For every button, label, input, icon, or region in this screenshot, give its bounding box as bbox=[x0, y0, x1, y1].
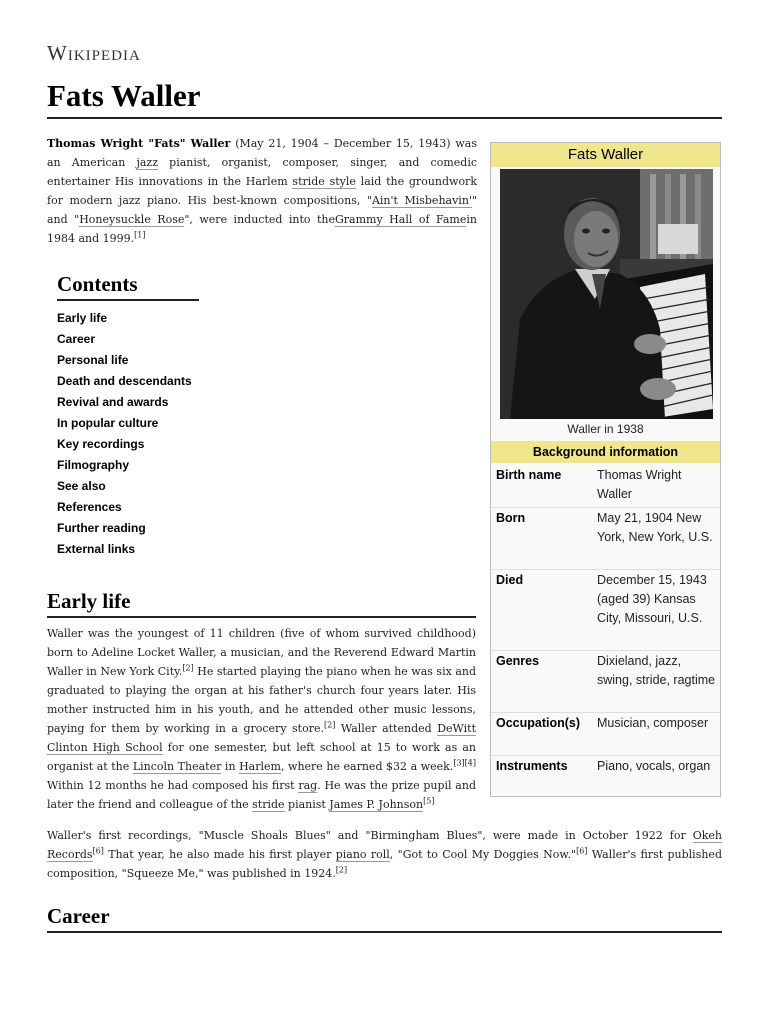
link-lincoln-theater[interactable]: Lincoln Theater bbox=[132, 760, 222, 773]
infobox-row-birth-name bbox=[491, 465, 720, 508]
infobox-rows bbox=[491, 465, 720, 799]
citation-2[interactable]: [2] bbox=[182, 663, 194, 673]
portrait-photo-illustration bbox=[500, 169, 713, 419]
link-stride[interactable]: stride bbox=[252, 798, 285, 811]
section-heading-early-life: Early life bbox=[47, 589, 131, 613]
infobox-label: Occupation(s) bbox=[496, 716, 581, 730]
infobox-row-born bbox=[491, 508, 720, 570]
lead-paragraph: Thomas Wright "Fats" Waller (May 21, 1904 – December 15, 1943) was an American jazz pianist, organist, composer, singer, and comedic entertainer His innovations in the Harlem stride style laid the groundwork for modern jazz piano. His best-known compositions, "Ain't Misbehavin'" and "Honeysuckle Rose", were inducted into theGrammy Hall of Famein 1984 and 1999.[1] bbox=[47, 137, 477, 245]
citation-2[interactable]: [2] bbox=[324, 720, 336, 730]
citation-6[interactable]: [6] bbox=[576, 846, 588, 856]
portrait-photo[interactable] bbox=[500, 169, 713, 419]
link-harlem[interactable]: Harlem bbox=[239, 760, 281, 773]
early-life-paragraph-2: Waller's first recordings, "Muscle Shoals Blues" and "Birmingham Blues", were made in October 1922 for Okeh Records[6] That year, he also made his first player piano roll, "Got to Cool My Doggies Now."[6] Waller's first published composition, "Squeeze Me," was published in 1924.[2] bbox=[47, 829, 722, 880]
early-life-paragraph-1: Waller was the youngest of 11 children (five of whom survived childhood) born to Adeline Locket Waller, a musician, and the Reverend Edward Martin Waller in New York City.[2] He started playing the piano when he was six and graduated to playing the organ at his father's church four years later. His mother instructed him in his youth, and he attended other music lessons, paying for them by working in a grocery store.[2] Waller attended DeWitt Clinton High School for one semester, but left school at 15 to work as an organist at the Lincoln Theater in Harlem, where he earned $32 a week.[3][4] Within 12 months he had composed his first rag. He was the prize pupil and later the friend and colleague of the stride pianist James P. Johnson[5] bbox=[47, 627, 476, 811]
title-divider bbox=[47, 117, 722, 119]
toc-item[interactable]: Key recordings bbox=[57, 437, 145, 451]
infobox-value: December 15, 1943 (aged 39) Kansas City, Missouri, U.S. bbox=[597, 573, 707, 625]
toc-item[interactable]: Death and descendants bbox=[57, 374, 192, 388]
toc-item[interactable]: External links bbox=[57, 542, 136, 556]
link-grammy-hall-of-fame[interactable]: Grammy Hall of Fame bbox=[335, 213, 467, 226]
infobox-label: Genres bbox=[496, 654, 540, 668]
toc-item[interactable]: Early life bbox=[57, 311, 108, 325]
link-dewitt-clinton[interactable]: DeWitt Clinton High School bbox=[47, 722, 476, 754]
section-divider bbox=[47, 931, 722, 933]
toc-title: Contents bbox=[57, 272, 199, 301]
link-honeysuckle-rose[interactable]: Honeysuckle Rose bbox=[79, 213, 185, 226]
infobox-value: Piano, vocals, organ bbox=[597, 759, 711, 773]
infobox-value: Musician, composer bbox=[597, 716, 709, 730]
infobox-row-genres bbox=[491, 651, 720, 713]
infobox bbox=[490, 142, 721, 797]
section-divider bbox=[47, 616, 476, 618]
infobox-value: Thomas Wright Waller bbox=[597, 468, 682, 501]
infobox-label: Instruments bbox=[496, 759, 568, 773]
toc-list bbox=[57, 308, 199, 560]
link-piano-roll[interactable]: piano roll bbox=[335, 848, 390, 861]
infobox-value: May 21, 1904 New York, New York, U.S. bbox=[597, 511, 713, 544]
portrait-caption: Waller in 1938 bbox=[567, 422, 644, 436]
table-of-contents bbox=[57, 272, 199, 560]
toc-item[interactable]: Revival and awards bbox=[57, 395, 169, 409]
infobox-section-header: Background information bbox=[491, 441, 720, 463]
toc-item[interactable]: Career bbox=[57, 332, 96, 346]
toc-item[interactable]: Filmography bbox=[57, 458, 130, 472]
section-heading-career: Career bbox=[47, 904, 110, 928]
wikipedia-wordmark[interactable]: Wikipedia bbox=[47, 41, 141, 65]
link-okeh-records[interactable]: Okeh Records bbox=[47, 829, 722, 861]
toc-item[interactable]: References bbox=[57, 500, 122, 514]
citation-1[interactable]: [1] bbox=[134, 230, 146, 240]
infobox-row-occupation bbox=[491, 713, 720, 756]
toc-item[interactable]: See also bbox=[57, 479, 106, 493]
infobox-label: Birth name bbox=[496, 468, 562, 482]
infobox-row-instruments bbox=[491, 756, 720, 799]
citation-5[interactable]: [5] bbox=[423, 796, 435, 806]
link-jazz[interactable]: jazz bbox=[136, 156, 159, 169]
toc-item[interactable]: Further reading bbox=[57, 521, 146, 535]
toc-item[interactable]: Personal life bbox=[57, 353, 129, 367]
citation-3-4[interactable]: [3][4] bbox=[453, 758, 476, 768]
link-aint-misbehavin[interactable]: Ain't Misbehavin' bbox=[371, 194, 472, 207]
infobox-row-died bbox=[491, 570, 720, 651]
infobox-value: Dixieland, jazz, swing, stride, ragtime bbox=[597, 654, 716, 687]
link-rag[interactable]: rag bbox=[298, 779, 318, 792]
infobox-title: Fats Waller bbox=[491, 143, 720, 167]
infobox-label: Born bbox=[496, 511, 526, 525]
page-title: Fats Waller bbox=[47, 78, 201, 113]
subject-name: Thomas Wright "Fats" Waller bbox=[47, 137, 231, 150]
toc-item[interactable]: In popular culture bbox=[57, 416, 159, 430]
infobox-label: Died bbox=[496, 573, 524, 587]
link-james-p-johnson[interactable]: James P. Johnson bbox=[329, 798, 424, 811]
citation-2[interactable]: [2] bbox=[335, 865, 348, 875]
link-stride-style[interactable]: stride style bbox=[292, 175, 356, 188]
citation-6[interactable]: [6] bbox=[92, 846, 104, 856]
